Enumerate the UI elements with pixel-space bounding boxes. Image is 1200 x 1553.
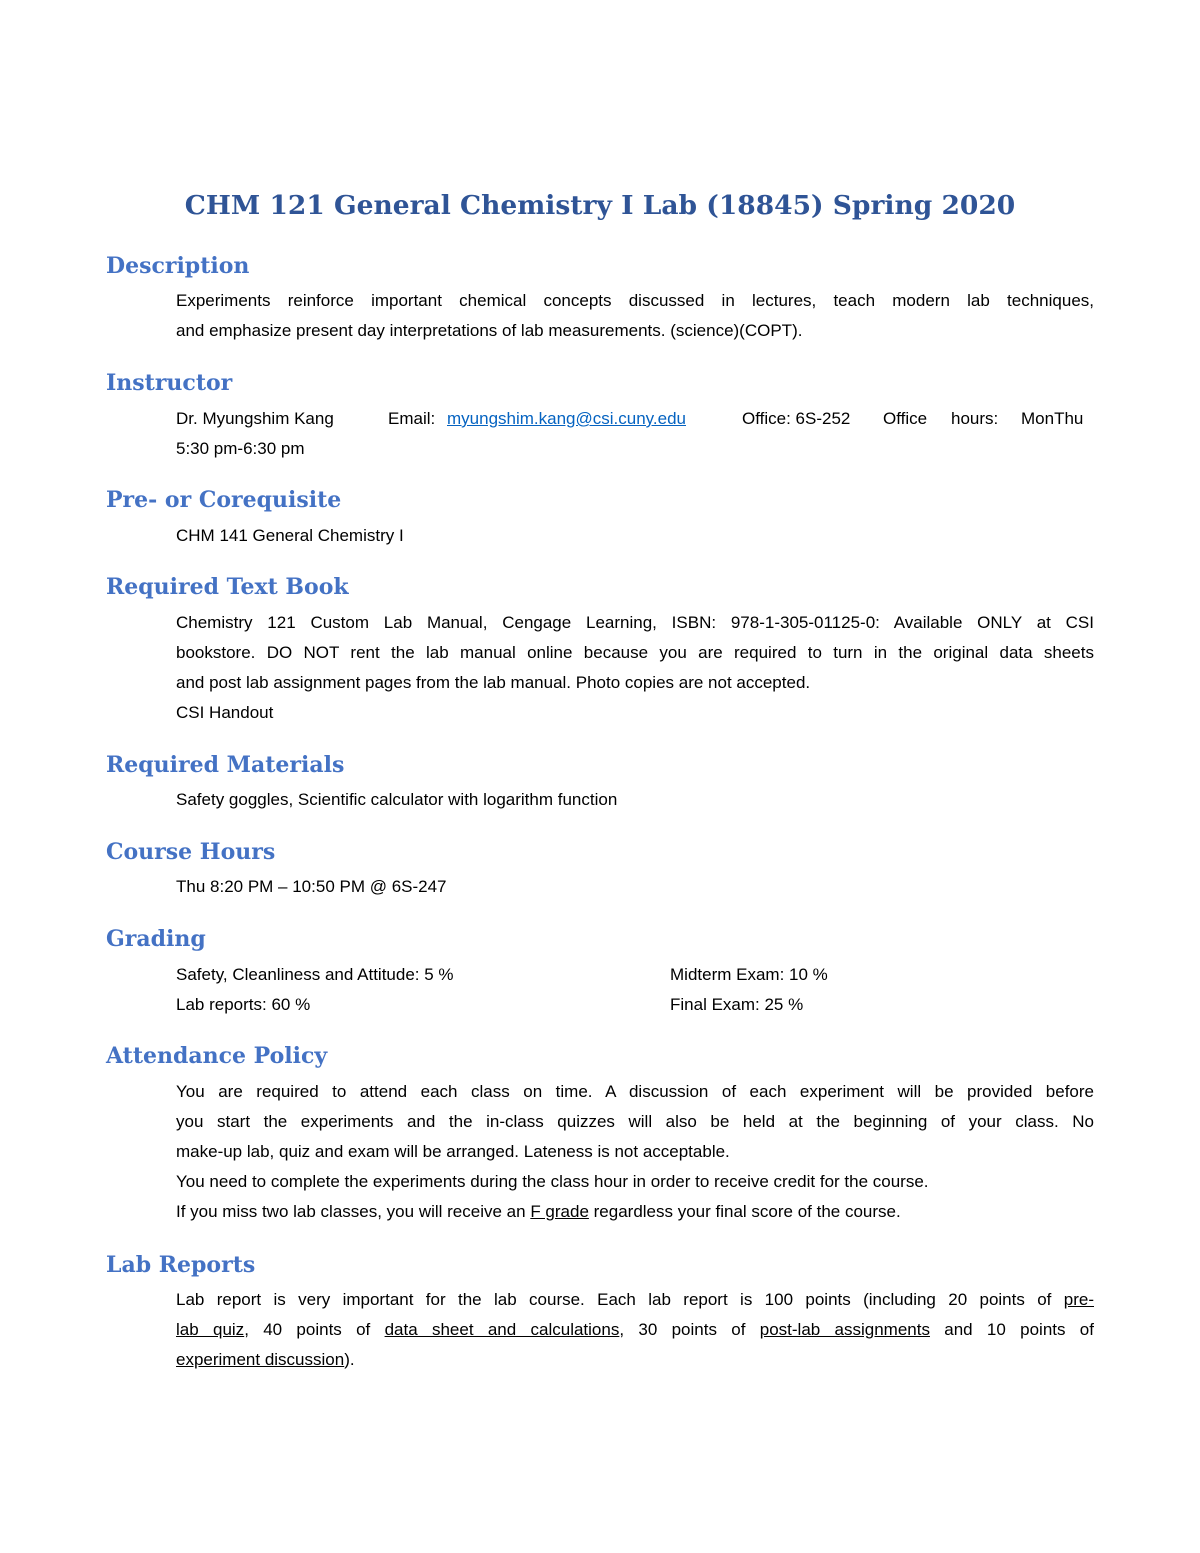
office-hours-time: 5:30 pm-6:30 pm <box>176 439 305 458</box>
lab-reports-line-2-text-c: and 10 points of <box>929 1320 1094 1339</box>
instructor-name: Dr. Myungshim Kang <box>176 409 334 428</box>
lab-reports-line-1-text: Lab report is very important for the lab course. Each lab report is 100 points (including 20 points of <box>176 1290 1064 1309</box>
f-grade-text: F grade <box>530 1202 589 1221</box>
office-hours-label: Office <box>883 409 928 428</box>
lab-reports-line-2-text-a: , 40 points of <box>244 1320 385 1339</box>
grading-midterm: Midterm Exam: 10 % <box>670 965 828 984</box>
textbook-line-1: Chemistry 121 Custom Lab Manual, Cengage Learning, ISBN: 978-1-305-01125-0: Available ONLY at CSI <box>176 613 1094 632</box>
lab-reports-line-2-text-b: , 30 points of <box>619 1320 760 1339</box>
textbook-line-3: and post lab assignment pages from the lab manual. Photo copies are not accepted. <box>176 673 811 692</box>
office-location: Office: 6S-252 <box>742 409 851 428</box>
description-line-1: Experiments reinforce important chemical concepts discussed in lectures, teach modern lab techniques, <box>176 291 1094 310</box>
attendance-line-1: You are required to attend each class on time. A discussion of each experiment will be provided before <box>176 1082 1094 1101</box>
course-hours-heading: Course Hours <box>106 839 276 865</box>
prereq-text: CHM 141 General Chemistry I <box>176 526 404 545</box>
materials-text: Safety goggles, Scientific calculator with logarithm function <box>176 790 618 809</box>
textbook-line-2: bookstore. DO NOT rent the lab manual online because you are required to turn in the original data sheets <box>176 643 1094 662</box>
description-heading: Description <box>106 253 250 279</box>
data-sheet-text: data sheet and calculations <box>384 1320 620 1339</box>
course-hours-text: Thu 8:20 PM – 10:50 PM @ 6S-247 <box>176 877 447 896</box>
lab-reports-line-2 <box>176 1315 1094 1345</box>
office-hours-days: MonThu <box>1021 409 1084 428</box>
description-line-2: and emphasize present day interpretations of lab measurements. (science)(COPT). <box>176 321 803 340</box>
email-label: Email: <box>388 409 436 428</box>
materials-heading: Required Materials <box>106 752 345 778</box>
page-title: CHM 121 General Chemistry I Lab (18845) Spring 2020 <box>184 190 1016 221</box>
lab-reports-line-3-end: ). <box>344 1350 355 1369</box>
textbook-heading: Required Text Book <box>106 574 349 600</box>
office-hours-label-2: hours: <box>951 409 999 428</box>
instructor-line-1 <box>176 404 1094 434</box>
prereq-heading: Pre- or Corequisite <box>106 487 342 513</box>
attendance-line-5 <box>176 1197 1094 1227</box>
attendance-line-5-end: regardless your final score of the course. <box>588 1202 901 1221</box>
instructor-heading: Instructor <box>106 370 233 396</box>
grading-lab-reports: Lab reports: 60 % <box>176 995 311 1014</box>
lab-reports-line-1 <box>176 1285 1094 1315</box>
pre-lab-quiz-part-2: lab quiz <box>176 1320 245 1339</box>
pre-lab-quiz-part-1: pre- <box>1063 1290 1094 1309</box>
lab-reports-heading: Lab Reports <box>106 1252 256 1278</box>
grading-final: Final Exam: 25 % <box>670 995 804 1014</box>
grading-safety: Safety, Cleanliness and Attitude: 5 % <box>176 965 454 984</box>
experiment-discussion-text: experiment discussion <box>176 1350 345 1369</box>
textbook-line-4: CSI Handout <box>176 703 274 722</box>
attendance-line-3: make-up lab, quiz and exam will be arranged. Lateness is not acceptable. <box>176 1142 730 1161</box>
attendance-line-2: you start the experiments and the in-class quizzes will also be held at the beginning of your class. No <box>176 1112 1094 1131</box>
attendance-heading: Attendance Policy <box>106 1043 328 1069</box>
attendance-line-5-start: If you miss two lab classes, you will receive an <box>176 1202 531 1221</box>
attendance-line-4: You need to complete the experiments during the class hour in order to receive credit for the course. <box>176 1172 929 1191</box>
post-lab-text: post-lab assignments <box>759 1320 930 1339</box>
lab-reports-line-3 <box>176 1345 1094 1375</box>
email-link[interactable]: myungshim.kang@csi.cuny.edu <box>447 409 686 428</box>
grading-heading: Grading <box>106 926 206 952</box>
